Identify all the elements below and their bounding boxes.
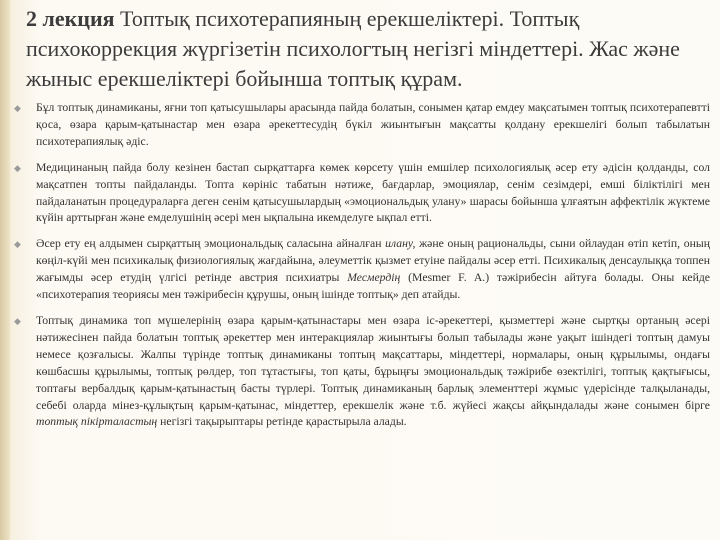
bullet-text: Бұл топтық динамиканы, яғни топ қатысушылары арасында пайда болатын, сонымен қатар емдеу мақсатымен топтық психотерапевтті қоса, өзара қарым-қатынастар мен өзара әрекеттесудің бүкіл жиынтығын мақсатты қолдану ерекшелігі болып табылатын психотерапиялық әдіс. bbox=[36, 101, 710, 148]
bullet-item bbox=[10, 236, 710, 304]
bullet-text: (Mesmer F. A.) тәжірибесін айтуға болады. Оны кейде «психотерапия теориясы мен тәжірибесін құрушы, оның ішінде топтық» деп атайды. bbox=[36, 271, 710, 302]
bullet-emphasis: илану, bbox=[385, 237, 416, 251]
bullet-text: және оның рациональды, сыни ойлаудан өтіп кетіп, оның көңіл-күйі мен психикалық физиологиялық жағдайына, әлеуметтік қызмет етуіне пайдалы әсер етті. Психикалық денсаулыққа топпен жағымды әсер етудің үлгісі ретінде австрия психиатры bbox=[36, 237, 710, 285]
bullet-emphasis: Месмердің bbox=[347, 271, 401, 285]
bullet-icon: ◆ bbox=[14, 315, 21, 326]
slide-left-border bbox=[0, 0, 10, 540]
bullet-icon: ◆ bbox=[14, 162, 21, 173]
bullet-text: Топтық динамика топ мүшелерінің өзара қарым-қатынастары мен өзара іс-әрекеттері, қызметтері және сыртқы ортаның әсері нәтижесінен пайда болатын топтық әрекеттер мен интеракциялар жиынтығы болып табылады және уақыт ішіндегі топтың дамуы немесе қозғалысы. Жалпы түрінде топтық динамиканы топтың мақсаттары, міндеттері, нормалары, оның құрылымы, ондағы көшбасшы құрылымы, топтық рөлдер, топ тұтастығы, топ қаты, бұрыңғы эмоциональдық тәжірибе өзектілігі, топтық қақтығысы, топтағы вербалдық қарым-қатынастың басты түрлері. Топтық динамиканың барлық элементтері жұмыс үдерісінде талқыланады, себебі оларда мінез-құлықтың қарым-қатынас, міндеттер, ерекшелік және т.б. жүйесі жақсы айқындалады және сонымен бірге bbox=[36, 313, 710, 412]
bullet-icon: ◆ bbox=[14, 103, 21, 113]
bullet-text: Медицинаның пайда болу кезінен бастап сырқаттарға көмек көрсету үшін емшілер психологиялық әсер ету әдісін қолданды, сол мақсатпен топты пайдаланды. Топта көрініс табатын нәтиже, бағдарлар, эмоциялар, сенім сезімдері, емші біліктілігі мен пайдаланатын процедураларға деген сенім қатысушылардың «эмоциональдық улану» шарасы бойынша ұлғаятын аффектілік жүктеме күйін арттырған және емделушінің әсері мен ықпалына икемделуге ықпал етті. bbox=[36, 160, 710, 225]
title-lecture-number: 2 лекция bbox=[26, 6, 115, 31]
bullet-list bbox=[10, 100, 710, 440]
bullet-text: Әсер ету ең алдымен сырқаттың эмоциональдық саласына айналған bbox=[36, 237, 386, 251]
bullet-item bbox=[10, 313, 710, 431]
bullet-emphasis: топтық пікірталастың bbox=[36, 415, 158, 429]
bullet-icon: ◆ bbox=[14, 239, 21, 250]
bullet-item bbox=[10, 160, 710, 228]
bullet-text: негізгі тақырыптары ретінде қарастырыла алады. bbox=[157, 415, 407, 429]
title-text: Топтық психотерапияның ерекшеліктері. Топтық психокоррекция жүргізетін психологтың негізгі міндеттері. Жас және жыныс ерекшеліктері бойынша топтық құрам. bbox=[26, 6, 680, 91]
slide-title bbox=[26, 4, 706, 94]
bullet-item bbox=[10, 100, 710, 151]
